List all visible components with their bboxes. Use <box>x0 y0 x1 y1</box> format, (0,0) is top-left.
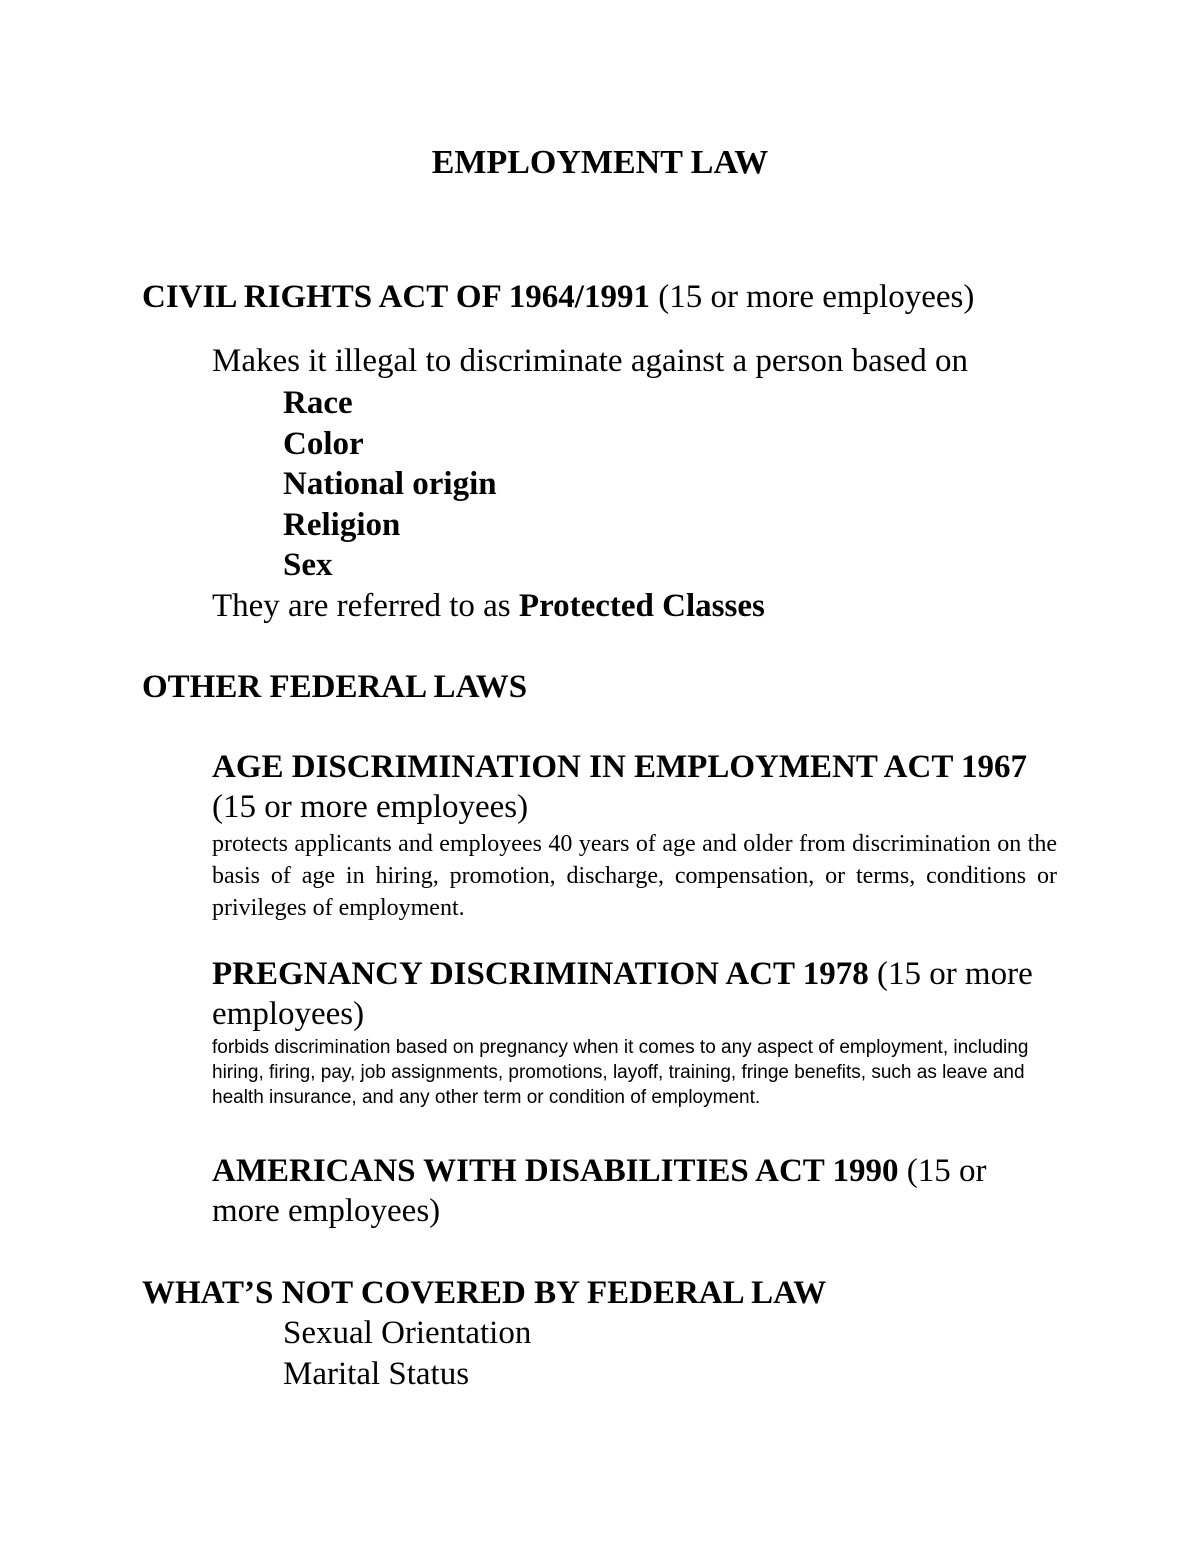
ada-qualifier: (15 or more employees) <box>212 1153 987 1229</box>
pda-act-name: PREGNANCY DISCRIMINATION ACT 1978 <box>212 956 869 992</box>
other-federal-laws-heading: OTHER FEDERAL LAWS <box>142 669 528 705</box>
list-item: Marital Status <box>283 1356 470 1392</box>
not-covered-heading: WHAT’S NOT COVERED BY FEDERAL LAW <box>142 1275 827 1311</box>
list-item: Sexual Orientation <box>283 1315 532 1351</box>
adea-act-name: AGE DISCRIMINATION IN EMPLOYMENT ACT 1967 <box>212 749 1028 785</box>
list-item: Color <box>283 425 364 462</box>
adea-qualifier: (15 or more employees) <box>212 789 529 825</box>
civil-rights-qualifier: (15 or more employees) <box>658 279 975 315</box>
pda-description: forbids discrimination based on pregnancy when it comes to any aspect of employment, including hiring, firing, pay, job assignments, promotions, layoff, training, fringe benefits, such as leave and health insurance, and any other term or condition of employment. <box>212 1037 1029 1108</box>
adea-heading <box>212 747 1057 827</box>
list-item: National origin <box>283 466 497 503</box>
pda-qualifier: (15 or more employees) <box>212 956 1033 1032</box>
pda-heading <box>212 954 1057 1034</box>
protected-classes-line <box>212 585 765 627</box>
protected-prefix: They are referred to as <box>212 588 511 624</box>
civil-rights-intro: Makes it illegal to discriminate against a person based on <box>212 343 969 379</box>
list-item: Religion <box>283 506 401 543</box>
not-covered-list <box>283 1313 531 1395</box>
ada-act-name: AMERICANS WITH DISABILITIES ACT 1990 <box>212 1153 899 1189</box>
adea-description: protects applicants and employees 40 years of age and older from discrimination on the basis of age in hiring, promotion, discharge, compensation, or terms, conditions or privileges of employment. <box>212 831 1057 921</box>
list-item: Sex <box>283 547 333 584</box>
protected-classes-list <box>283 383 497 586</box>
list-item: Race <box>283 385 353 421</box>
civil-rights-heading <box>142 276 974 318</box>
protected-term: Protected Classes <box>518 588 765 624</box>
ada-heading <box>212 1151 1057 1231</box>
civil-rights-act-name: CIVIL RIGHTS ACT OF 1964/1991 <box>142 279 650 315</box>
document-title: EMPLOYMENT LAW <box>431 144 769 181</box>
